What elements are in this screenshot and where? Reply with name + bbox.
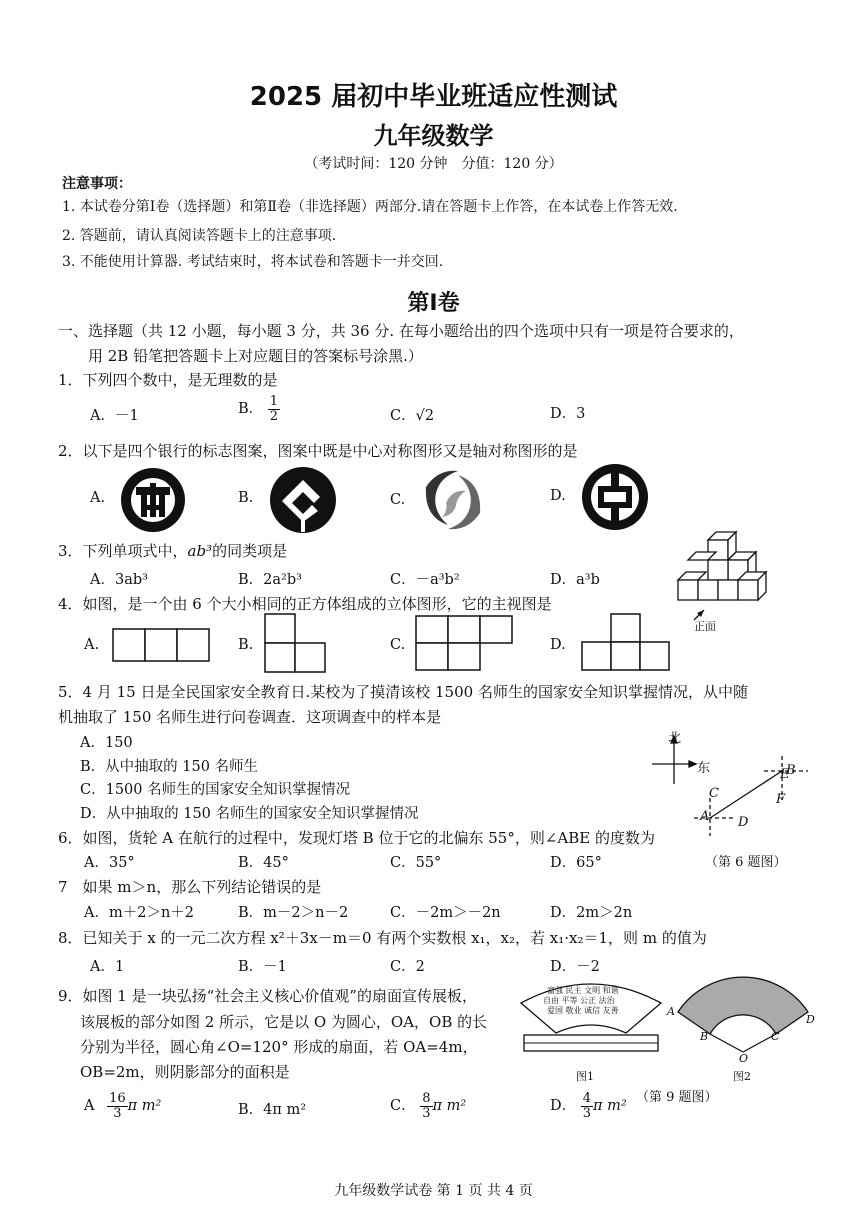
- bank-logo-a-icon: [118, 465, 188, 535]
- notes-item-1: 1. 本试卷分第Ⅰ卷（选择题）和第Ⅱ卷（非选择题）两部分.请在答题卡上作答，在本试卷上作答无效.: [62, 199, 678, 215]
- q6-label-d: D: [738, 815, 749, 830]
- q9-caption: （第 9 题图）: [636, 1090, 718, 1105]
- notes-item-2: 2. 答题前，请认真阅读答题卡上的注意事项.: [62, 228, 337, 244]
- q1-option-b-fraction: [268, 395, 280, 423]
- q1-option-c-value: √2: [415, 408, 435, 424]
- q9-label-b: B: [700, 1030, 709, 1043]
- q7-stem: 7 如果 m＞n，那么下列结论错误的是: [58, 878, 322, 896]
- section-title: 第Ⅰ卷: [407, 291, 460, 316]
- q3-option-b: B．2a²b³: [238, 572, 302, 588]
- q6-label-f: F: [776, 792, 786, 807]
- q9-stem-line4: OB=2m，则阴影部分的面积是: [80, 1063, 290, 1081]
- q1-option-c-label: C．: [390, 408, 416, 424]
- front-label: 正面: [694, 620, 716, 633]
- q5-option-b: B．从中抽取的 150 名师生: [80, 759, 259, 775]
- q9-c-den: 3: [422, 1105, 431, 1121]
- q6-label-c: C: [709, 786, 719, 801]
- q8-option-c: C．2: [390, 959, 425, 975]
- notes-item-3: 3. 不能使用计算器. 考试结束时，将本试卷和答题卡一并交回.: [62, 254, 444, 270]
- q5-stem-line2: 机抽取了 150 名师生进行问卷调查．这项调查中的样本是: [58, 708, 442, 726]
- q9-option-d: [550, 1092, 627, 1120]
- cube-solid-figure: [676, 530, 786, 640]
- q9-fig2-label: 图2: [733, 1070, 751, 1083]
- q9-label-d: D: [806, 1013, 815, 1026]
- q9-d-tail: π m²: [593, 1098, 627, 1115]
- q9-option-a: [84, 1092, 161, 1120]
- q6-label-b: B: [786, 763, 796, 778]
- q9-fan-text-1: 富强 民主 文明 和谐: [547, 986, 619, 995]
- q2-option-a: A.: [90, 490, 106, 506]
- q9-stem-line2: 该展板的部分如图 2 所示，它是以 O 为圆心，OA，OB 的长: [80, 1013, 488, 1031]
- q6-option-d: D．65°: [550, 855, 602, 871]
- q1-option-a: A．－1: [90, 408, 139, 424]
- q9-c-num: 8: [422, 1091, 431, 1106]
- q9-label-o: O: [739, 1052, 749, 1065]
- q7-option-c: C．－2m＞－2n: [390, 905, 501, 921]
- q4-option-a: A.: [84, 637, 100, 653]
- page-footer: 九年级数学试卷 第 1 页 共 4 页: [334, 1183, 533, 1199]
- q1-b-den: 2: [269, 408, 279, 424]
- q2-stem: 2．以下是四个银行的标志图案，图案中既是中心对称图形又是轴对称图形的是: [58, 442, 578, 460]
- q3-stem: [58, 540, 287, 561]
- q8-option-b: B．－1: [238, 959, 287, 975]
- q5-option-a: A．150: [80, 735, 133, 751]
- q6-east-label: 东: [697, 761, 711, 776]
- q9-stem-line3: 分别为半径，圆心角∠O=120° 形成的扇面，若 OA=4m，: [80, 1038, 478, 1056]
- q9-c-fraction: [420, 1092, 432, 1120]
- q4-view-d: [578, 612, 678, 672]
- q1-option-b: [238, 395, 280, 423]
- q9-a-fraction: [107, 1092, 128, 1120]
- q9-d-fraction: [581, 1092, 593, 1120]
- q4-option-d: D.: [550, 637, 566, 653]
- q7-option-b: B．m－2＞n－2: [238, 905, 349, 921]
- q4-option-c: C.: [390, 637, 406, 653]
- exam-meta: （考试时间：120 分钟 分值：120 分）: [304, 156, 563, 172]
- q1-b-num: 1: [269, 394, 279, 409]
- q5-option-c: C．1500 名师生的国家安全知识掌握情况: [80, 782, 351, 798]
- exam-title: 2025 届初中毕业班适应性测试: [249, 82, 618, 112]
- q8-stem: 8．已知关于 x 的一元二次方程 x²＋3x－m＝0 有两个实数根 x₁，x₂，若 x₁·x₂＝1，则 m 的值为: [58, 929, 707, 947]
- q9-d-num: 4: [582, 1091, 592, 1106]
- q7-option-d: D．2m＞2n: [550, 905, 633, 921]
- q4-view-a: [112, 627, 212, 663]
- notes-heading: 注意事项：: [62, 176, 132, 192]
- q9-c-label: C．: [390, 1098, 416, 1115]
- q9-c-tail: π m²: [432, 1098, 467, 1115]
- q3-stem-expr: ab³: [187, 542, 213, 560]
- q9-fan-text-2: 自由 平等 公正 法治: [543, 996, 615, 1005]
- q2-option-d: D.: [550, 488, 566, 504]
- q6-option-b: B．45°: [238, 855, 289, 871]
- q9-d-den: 3: [582, 1105, 592, 1121]
- q9-a-num: 16: [109, 1091, 126, 1106]
- q9-label-c: C: [771, 1030, 780, 1043]
- q3-stem-pre: 3．下列单项式中，: [58, 542, 188, 560]
- q9-a-den: 3: [113, 1105, 122, 1121]
- q3-option-c: C．－a³b²: [390, 572, 460, 588]
- q5-stem-line1: 5．4 月 15 日是全民国家安全教育日.某校为了摸清该校 1500 名师生的国家安全知识掌握情况，从中随: [58, 683, 748, 701]
- q9-a-label: A: [84, 1098, 95, 1115]
- bank-logo-d-icon: [580, 462, 650, 532]
- q9-option-c: [390, 1092, 466, 1120]
- q7-option-a: A．m＋2＞n＋2: [84, 905, 195, 921]
- exam-subtitle: 九年级数学: [373, 122, 494, 150]
- part1-instructions-line2: 用 2B 铅笔把答题卡上对应题目的答案标号涂黑.）: [88, 347, 423, 365]
- q3-option-a: A．3ab³: [90, 572, 148, 588]
- q6-north-label: 北: [668, 731, 682, 746]
- q1-option-d: D．3: [550, 406, 586, 422]
- q9-stem-line1: 9．如图 1 是一块弘扬“社会主义核心价值观”的扇面宣传展板，: [58, 987, 477, 1005]
- q1-stem: 1．下列四个数中，是无理数的是: [58, 371, 278, 389]
- q4-view-c: [415, 614, 515, 672]
- q1-option-b-label: B．: [238, 401, 264, 418]
- q3-stem-post: 的同类项是: [212, 542, 288, 560]
- q6-option-a: A．35°: [84, 855, 135, 871]
- q3-option-d: D．a³b: [550, 572, 600, 588]
- q2-option-c: C.: [390, 492, 406, 508]
- q6-label-e: E: [780, 767, 790, 782]
- q5-option-d: D．从中抽取的 150 名师生的国家安全知识掌握情况: [80, 806, 419, 822]
- bank-logo-b-icon: [268, 465, 338, 535]
- q9-label-a: A: [667, 1005, 675, 1018]
- q4-option-b: B.: [238, 637, 254, 653]
- bank-logo-c-icon: [418, 465, 488, 535]
- q8-option-a: A．1: [90, 959, 125, 975]
- q2-option-b: B.: [238, 490, 254, 506]
- q4-stem: 4．如图，是一个由 6 个大小相同的正方体组成的立体图形，它的主视图是: [58, 595, 552, 613]
- q9-d-label: D．: [550, 1098, 577, 1115]
- q6-label-a: A: [700, 809, 710, 824]
- q9-option-b: B．4π m²: [238, 1102, 307, 1118]
- q8-option-d: D．－2: [550, 959, 600, 975]
- q6-option-c: C．55°: [390, 855, 442, 871]
- q1-option-c: [390, 404, 434, 425]
- q4-view-b: [264, 612, 328, 674]
- q6-caption: （第 6 题图）: [705, 855, 787, 870]
- q9-a-tail: π m²: [127, 1098, 162, 1115]
- q9-fan-text-3: 爱国 敬业 诚信 友善: [547, 1006, 619, 1015]
- q6-stem: 6．如图，货轮 A 在航行的过程中，发现灯塔 B 位于它的北偏东 55°，则∠ABE 的度数为: [58, 829, 655, 847]
- part1-instructions-line1: 一、选择题（共 12 小题，每小题 3 分，共 36 分. 在每小题给出的四个选项中只有一项是符合要求的，: [58, 322, 744, 340]
- q9-fig1-label: 图1: [576, 1070, 594, 1083]
